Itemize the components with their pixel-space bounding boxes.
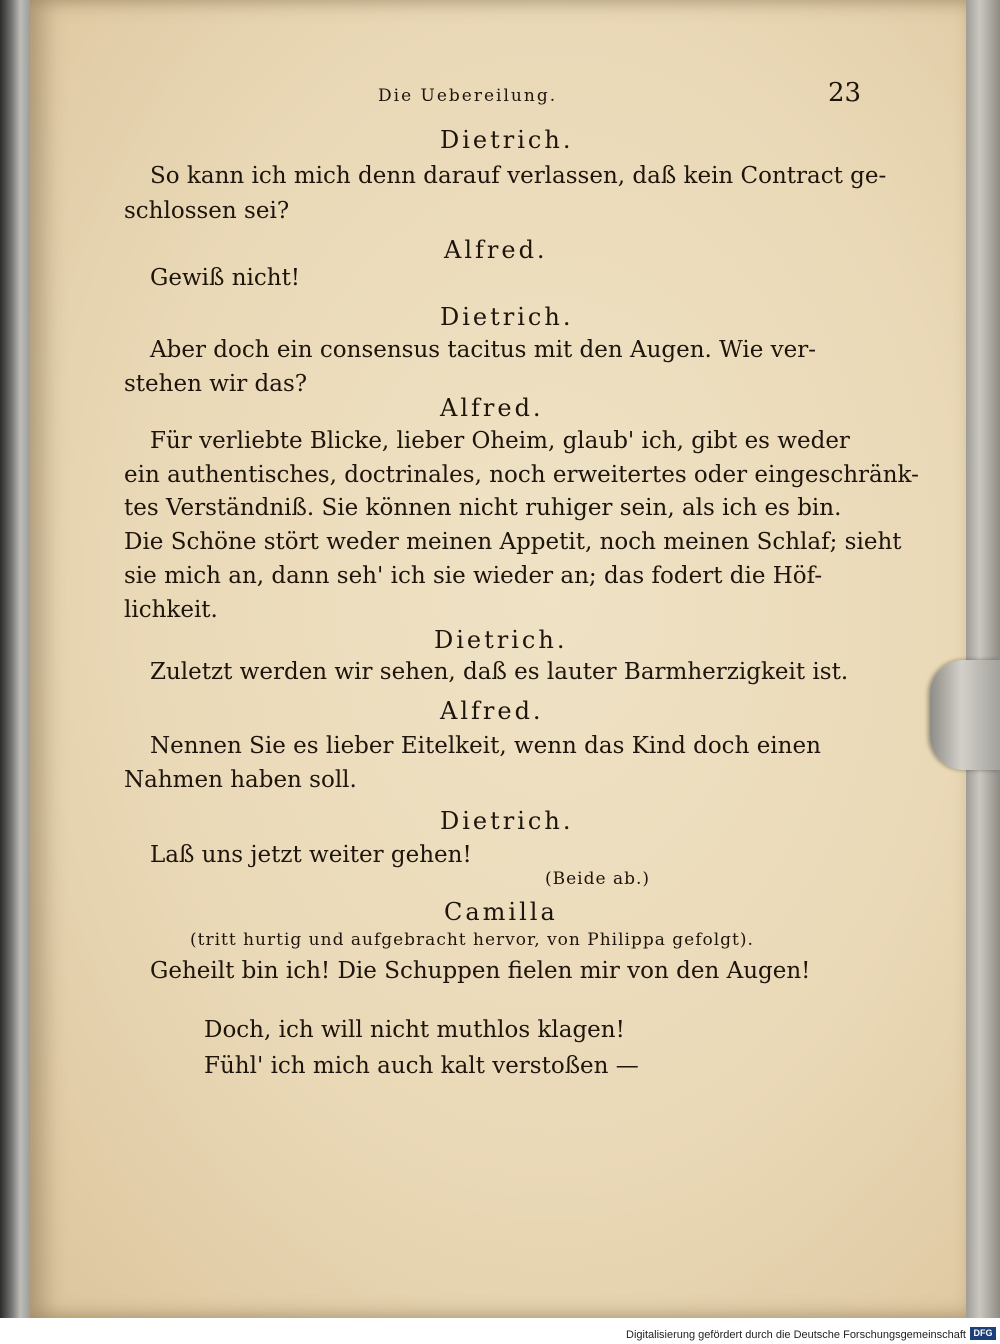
- speaker-name: Camilla: [444, 898, 558, 926]
- text-line: Aber doch ein consensus tacitus mit den Augen. Wie ver-: [150, 337, 817, 363]
- text-line: So kann ich mich denn darauf verlassen, daß kein Contract ge-: [150, 163, 887, 189]
- text-line: stehen wir das?: [124, 371, 308, 397]
- verse-line: Doch, ich will nicht muthlos klagen!: [204, 1017, 625, 1043]
- speaker-name: Alfred.: [440, 394, 544, 422]
- text-line: schlossen sei?: [124, 198, 290, 224]
- page-number: 23: [828, 78, 862, 108]
- book-binding: [0, 0, 34, 1344]
- speaker-name: Alfred.: [440, 697, 544, 725]
- text-line: Für verliebte Blicke, lieber Oheim, glaub' ich, gibt es weder: [150, 428, 850, 454]
- speaker-name: Alfred.: [444, 236, 548, 264]
- text-line: tes Verständniß. Sie können nicht ruhiger sein, als ich es bin.: [124, 495, 842, 521]
- speaker-name: Dietrich.: [434, 626, 568, 654]
- text-line: Geheilt bin ich! Die Schuppen fielen mir von den Augen!: [150, 958, 811, 984]
- speaker-name: Dietrich.: [440, 126, 574, 154]
- speaker-name: Dietrich.: [440, 303, 574, 331]
- speaker-name: Dietrich.: [440, 807, 574, 835]
- text-line: Nahmen haben soll.: [124, 767, 357, 793]
- text-line: lichkeit.: [124, 597, 218, 623]
- text-line: Gewiß nicht!: [150, 265, 301, 291]
- running-head: Die Uebereilung.: [378, 86, 558, 106]
- text-line: Zuletzt werden wir sehen, daß es lauter Barmherzigkeit ist.: [150, 659, 849, 685]
- digitization-credit: Digitalisierung gefördert durch die Deutsche Forschungsgemeinschaft: [626, 1329, 966, 1341]
- stage-direction: (tritt hurtig und aufgebracht hervor, von Philippa gefolgt).: [190, 930, 754, 950]
- stage-direction: (Beide ab.): [545, 869, 651, 889]
- page-clip: [930, 660, 1000, 770]
- dfg-logo: DFG: [970, 1327, 996, 1340]
- text-line: sie mich an, dann seh' ich sie wieder an; das fodert die Höf-: [124, 563, 823, 589]
- text-line: Die Schöne stört weder meinen Appetit, noch meinen Schlaf; sieht: [124, 529, 902, 555]
- page-edges: [966, 0, 1000, 1318]
- text-line: ein authentisches, doctrinales, noch erweitertes oder eingeschränk-: [124, 462, 919, 488]
- text-line: Laß uns jetzt weiter gehen!: [150, 842, 472, 868]
- text-line: Nennen Sie es lieber Eitelkeit, wenn das Kind doch einen: [150, 733, 821, 759]
- verse-line: Fühl' ich mich auch kalt verstoßen —: [204, 1053, 639, 1079]
